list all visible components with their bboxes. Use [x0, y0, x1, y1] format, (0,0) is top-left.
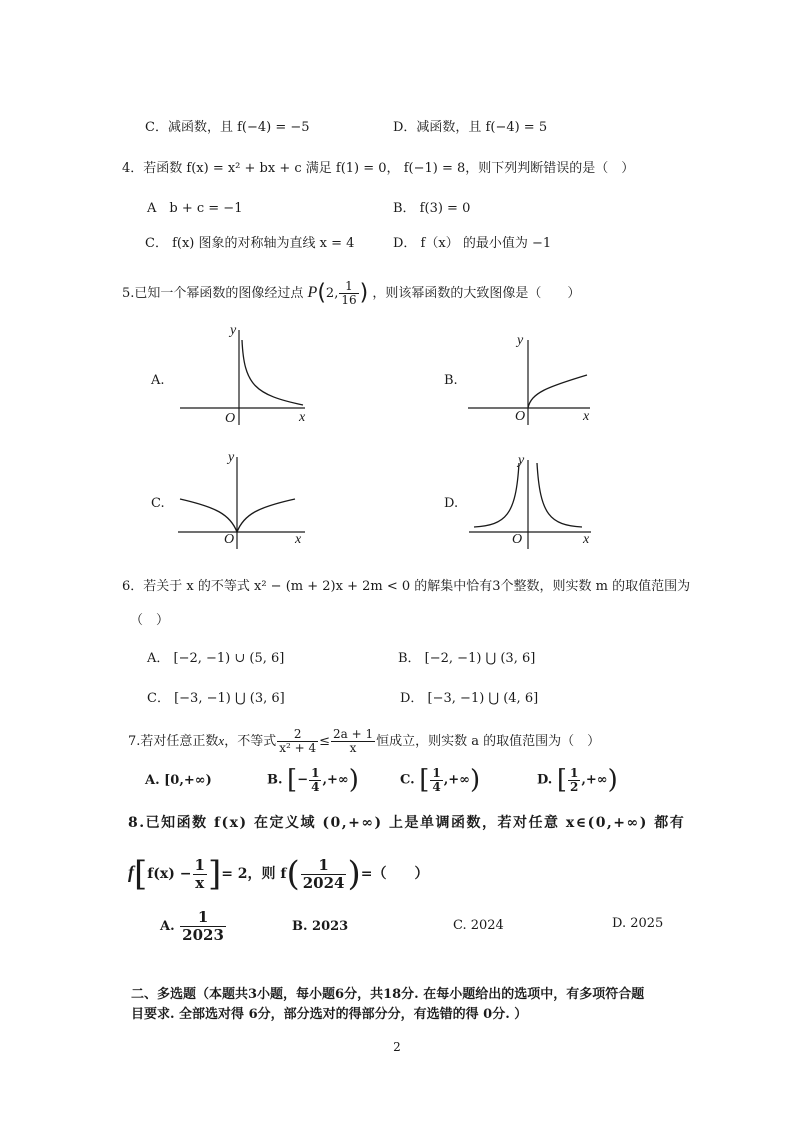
q5-graph-b-origin: O [515, 409, 526, 424]
q8-eq-pre: f [128, 862, 134, 882]
q5-graph-c-ylabel: y [228, 450, 235, 465]
q6-paren: （ ） [130, 613, 170, 628]
q5-graph-d-label: D. [444, 496, 459, 511]
q5-graph-b-xlabel: x [583, 409, 590, 424]
q5-graph-d-xlabel: x [583, 532, 590, 547]
q6-option-d: D． [−3, −1) ⋃ (4, 6] [400, 691, 539, 706]
q8-eq-inner: f(x) − [147, 866, 192, 882]
q5-point: P [307, 284, 318, 301]
q5-graph-a-origin: O [225, 411, 236, 426]
q8-option-c: C. 2024 [453, 918, 504, 933]
q5-graph-a-xlabel: x [299, 410, 306, 425]
q7-lhs-num: 2 [277, 728, 318, 742]
q3-option-c: C．减函数，且 f(−4) = −5 [145, 120, 310, 135]
q7-option-b-label: B. [267, 772, 283, 788]
q8-option-b: B. 2023 [292, 919, 349, 934]
q5-frac-num: 1 [339, 280, 358, 294]
q5-stem-pre: 5.已知一个幂函数的图像经过点 [122, 286, 304, 301]
q7-option-c-label: C. [400, 772, 415, 788]
q6-option-c: C． [−3, −1) ⋃ (3, 6] [147, 691, 285, 706]
q5-stem-post: ，则该幂函数的大致图像是（ ） [372, 286, 581, 301]
q8-eq-end: =（ ） [360, 866, 429, 882]
q5-graph-a-label: A. [151, 373, 165, 388]
q5-graph-b-label: B. [444, 373, 458, 388]
q7-option-c-num: 1 [432, 765, 441, 780]
q5-graph-b-ylabel: y [517, 333, 524, 348]
q7-option-d: D. [ $\frac{1}{2}$ ,+∞) [537, 765, 618, 795]
q7-option-b-num: 1 [311, 765, 320, 780]
q8-line1: 8.已知函数 f(x) 在定义域 (0,+∞) 上是单调函数，若对任意 x∈(0,+∞) 都有 [128, 815, 686, 831]
q7-option-d-num: 1 [570, 765, 579, 780]
q7-rhs-den: x [349, 741, 357, 755]
page-number: 2 [393, 1040, 401, 1054]
q5-graph-a [175, 325, 310, 430]
q7-option-c-den: 4 [432, 779, 441, 794]
q7-option-d-label: D. [537, 772, 553, 788]
q8-eq-den: x [195, 873, 205, 892]
q5-graph-d-origin: O [512, 532, 523, 547]
q6-option-a: A． [−2, −1) ∪ (5, 6] [147, 651, 285, 666]
q5-graph-c [175, 452, 310, 552]
q5-graph-a-ylabel: y [230, 323, 237, 338]
q5-graph-c-xlabel: x [295, 532, 302, 547]
q7-option-c: C. [ $\frac{1}{4}$ ,+∞) [400, 765, 481, 795]
q7-rhs-num: 2a + 1 [333, 727, 374, 741]
q5-coord-x: 2, [325, 286, 339, 301]
q8-eq-post: = 2，则 f [221, 866, 287, 882]
q7-post: 恒成立，则实数 a 的取值范围为（ ） [376, 734, 601, 749]
q5-graph-d-ylabel: y [518, 453, 525, 468]
q6-option-b: B． [−2, −1) ⋃ (3, 6] [398, 651, 536, 666]
q8-option-d: D. 2025 [612, 916, 664, 931]
q8-option-a [160, 906, 227, 948]
q7-leq: ≤ [319, 734, 331, 749]
q7-option-b-den: 4 [311, 779, 320, 794]
q4-option-d: D． f（x） 的最小值为 −1 [393, 236, 552, 251]
q8-f-num: 1 [301, 857, 347, 875]
q7-pre: 7.若对任意正数 [128, 734, 219, 749]
q3-option-d: D．减函数，且 f(−4) = 5 [393, 120, 548, 135]
q5-frac-den: 16 [341, 293, 357, 307]
q8-eq-num: 1 [194, 855, 205, 874]
q6-stem: 6．若关于 x 的不等式 x² − (m + 2)x + 2m < 0 的解集中恰有3个整数，则实数 m 的取值范围为 [122, 579, 691, 594]
q5-graph-d [466, 455, 596, 552]
section2-heading-line1: 二、多选题（本题共3小题，每小题6分，共18分. 在每小题给出的选项中，有多项符合题 [131, 987, 645, 1002]
q8-equation: f[f(x) − $\frac{1}{x}$ ]= 2，则 f( $\frac{1}{2024}$ )=（ ） [128, 854, 429, 894]
q5-stem: 5.已知一个幂函数的图像经过点 P(2, $\frac{1}{16}$ ) ，则该幂函数的大致图像是（ ） [122, 279, 581, 307]
q5-graph-c-label: C. [151, 496, 165, 511]
q7-stem [128, 726, 600, 757]
q4-option-a: A b + c = −1 [147, 201, 243, 216]
q8-option-a-label: A. [160, 919, 175, 934]
q8-f-den: 2024 [302, 873, 345, 892]
q7-option-a: A. [0,+∞) [145, 773, 212, 788]
q5-graph-c-origin: O [224, 532, 235, 547]
q7-lhs-den: x² + 4 [279, 741, 317, 755]
q7-mid: ，不等式 [224, 734, 277, 749]
q7-option-d-den: 2 [570, 779, 579, 794]
q8-option-a-den: 2023 [182, 926, 224, 944]
q4-option-c: C． f(x) 图象的对称轴为直线 x = 4 [145, 236, 355, 251]
q7-var: x [218, 733, 225, 748]
q4-option-b: B． f(3) = 0 [393, 201, 471, 216]
section2-heading-line2: 目要求. 全部选对得 6分，部分选对的得部分分，有选错的得 0分. ） [131, 1007, 528, 1022]
q5-graph-b [465, 335, 595, 430]
q8-option-a-num: 1 [180, 909, 226, 927]
q4-stem: 4．若函数 f(x) = x² + bx + c 满足 f(1) = 0， f(−1) = 8，则下列判断错误的是（ ） [122, 161, 635, 176]
q7-option-b: B. [− $\frac{1}{4}$ ,+∞) [267, 765, 359, 795]
